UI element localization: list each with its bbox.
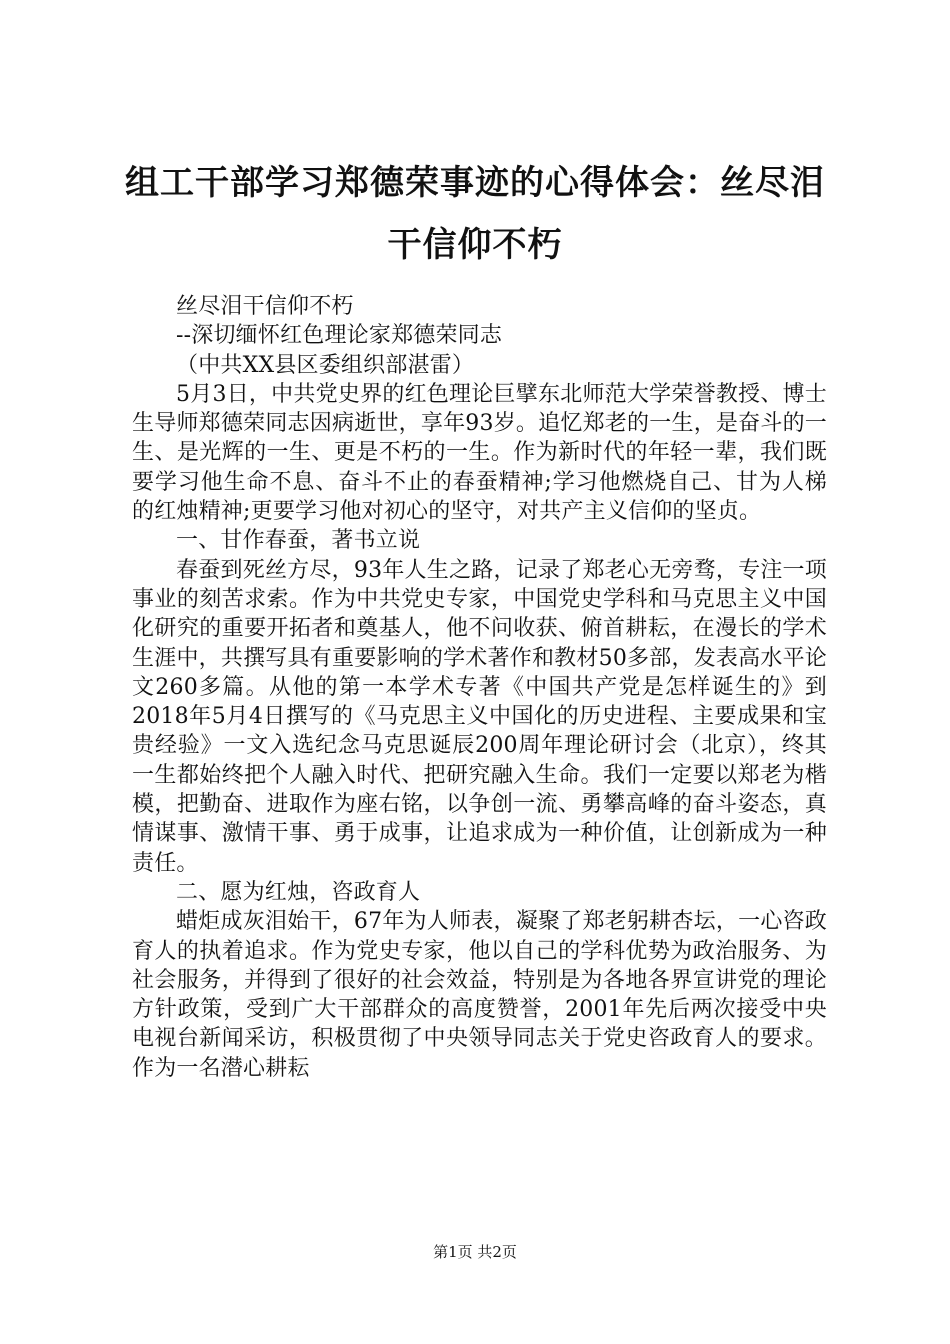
intro-paragraph: 5月3日，中共党史界的红色理论巨擘东北师范大学荣誉教授、博士生导师郑德荣同志因病逝世，享年93岁。追忆郑老的一生，是奋斗的一生、是光辉的一生、更是不朽的一生。作为新时代的年轻一辈，我们既要学习他生命不息、奋斗不止的春蚕精神;学习他燃烧自己、甘为人梯的红烛精神;更要学习他对初心的坚守，对共产主义信仰的坚贞。 bbox=[132, 381, 827, 525]
document-body bbox=[132, 292, 827, 1083]
subtitle-line: 丝尽泪干信仰不朽 bbox=[176, 294, 354, 319]
section-1-paragraph: 春蚕到死丝方尽，93年人生之路，记录了郑老心无旁骛，专注一项事业的刻苦求索。作为中共党史专家，中国党史学科和马克思主义中国化研究的重要开拓者和奠基人，他不问收获、俯首耕耘，在漫长的学术生涯中，共撰写具有重要影响的学术著作和教材50多部，发表高水平论文260多篇。从他的第一本学术专著《中国共产党是怎样诞生的》到2018年5月4日撰写的《马克思主义中国化的历史进程、主要成果和宝贵经验》一文入选纪念马克思诞辰200周年理论研讨会（北京），终其一生都始终把个人融入时代、把研究融入生命。我们一定要以郑老为楷模，把勤奋、进取作为座右铭，以争创一流、勇攀高峰的奋斗姿态，真情谋事、激情干事、勇于成事，让追求成为一种价值，让创新成为一种责任。 bbox=[132, 557, 827, 876]
document-title bbox=[110, 152, 840, 276]
title-line-2: 干信仰不朽 bbox=[387, 225, 563, 265]
section-heading-1: 一、甘作春蚕，著书立说 bbox=[176, 528, 421, 554]
author-line: （中共XX县区委组织部湛雷） bbox=[176, 352, 475, 378]
title-line-1: 组工干部学习郑德荣事迹的心得体会：丝尽泪 bbox=[125, 163, 825, 203]
page-footer: 第1页 共2页 bbox=[433, 1243, 517, 1261]
section-2-paragraph: 蜡炬成灰泪始干，67年为人师表，凝聚了郑老躬耕杏坛，一心咨政育人的执着追求。作为党史专家，他以自己的学科优势为政治服务、为社会服务，并得到了很好的社会效益，特别是为各地各界宣讲党的理论方针政策，受到广大干部群众的高度赞誉，2001年先后两次接受中央电视台新闻采访，积极贯彻了中央领导同志关于党史咨政育人的要求。作为一名潜心耕耘 bbox=[132, 909, 827, 1081]
section-heading-2: 二、愿为红烛，咨政育人 bbox=[176, 879, 421, 905]
dedication-line: --深切缅怀红色理论家郑德荣同志 bbox=[176, 323, 503, 349]
